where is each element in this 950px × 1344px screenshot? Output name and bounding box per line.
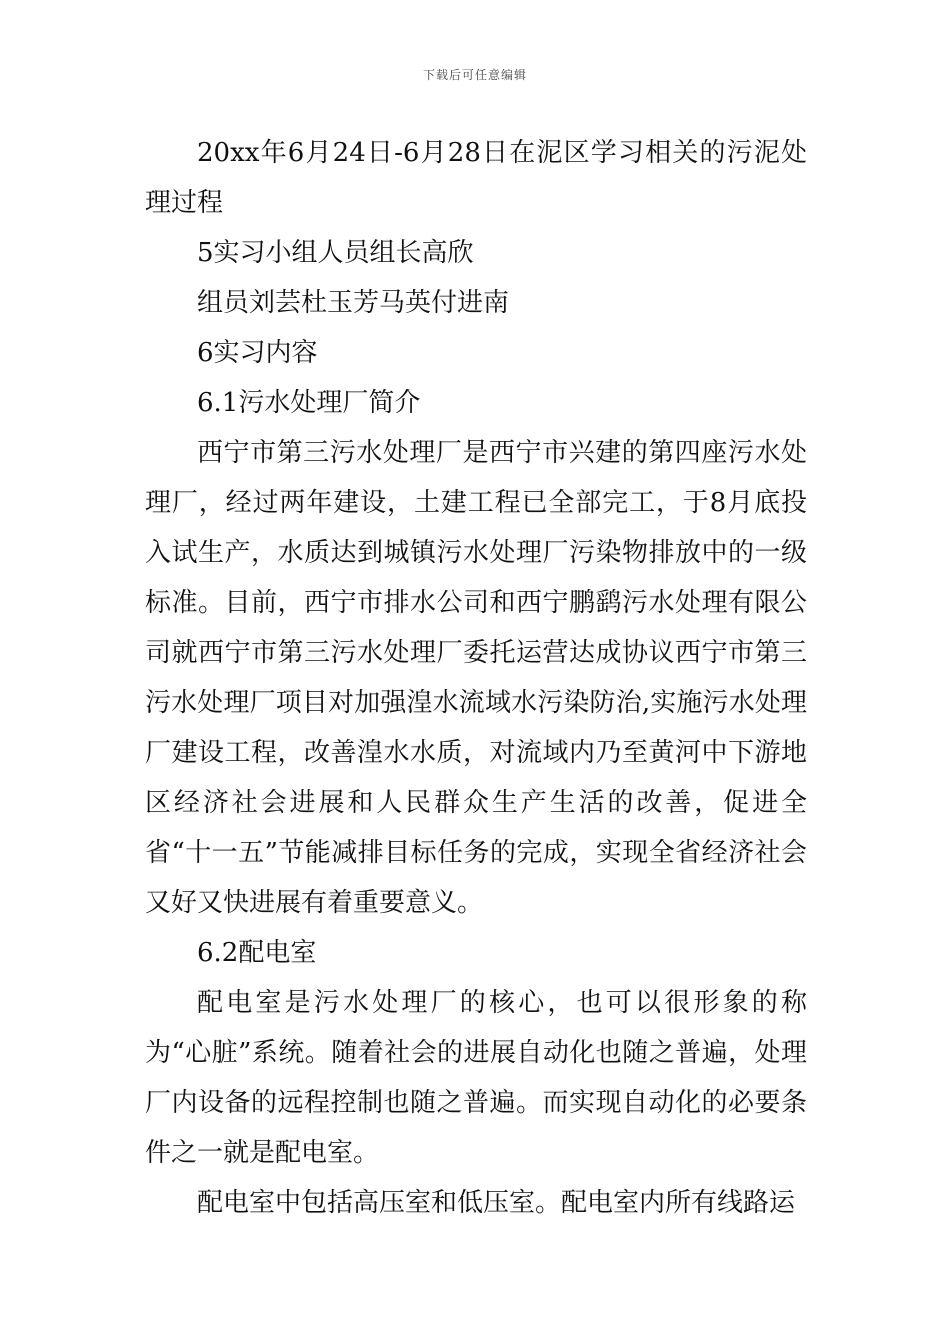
paragraph-group-members: 组员刘芸杜玉芳马英付进南 [197, 288, 510, 318]
document-body [145, 128, 807, 1228]
page-header: 下载后可任意编辑 [422, 68, 527, 82]
paragraph-power-room-rooms: 配电室中包括高压室和低压室。配电室内所有线路运 [197, 1188, 796, 1218]
section-heading-internship-content: 6实习内容 [197, 338, 318, 368]
paragraph-group-leader: 5实习小组人员组长高欣 [197, 238, 474, 268]
paragraph-power-room-core: 配电室是污水处理厂的核心，也可以很形象的称为“心脏”系统。随着社会的进展自动化也随之普遍，处理厂内设备的远程控制也随之普遍。而实现自动化的必要条件之一就是配电室。 [145, 988, 807, 1168]
paragraph-internship-dates: 20xx年6月24日-6月28日在泥区学习相关的污泥处理过程 [145, 138, 807, 218]
section-heading-plant-intro: 6.1污水处理厂简介 [197, 388, 421, 418]
paragraph-plant-intro: 西宁市第三污水处理厂是西宁市兴建的第四座污水处理厂，经过两年建设，土建工程已全部完工，于8月底投入试生产，水质达到城镇污水处理厂污染物排放中的一级标准。目前，西宁市排水公司和西宁鹏鹞污水处理有限公司就西宁市第三污水处理厂委托运营达成协议西宁市第三污水处理厂项目对加强湟水流域水污染防治,实施污水处理厂建设工程，改善湟水水质，对流域内乃至黄河中下游地区经济社会进展和人民群众生产生活的改善，促进全省“十一五”节能减排目标任务的完成，实现全省经济社会又好又快进展有着重要意义。 [145, 438, 807, 918]
section-heading-power-room: 6.2配电室 [197, 938, 317, 968]
